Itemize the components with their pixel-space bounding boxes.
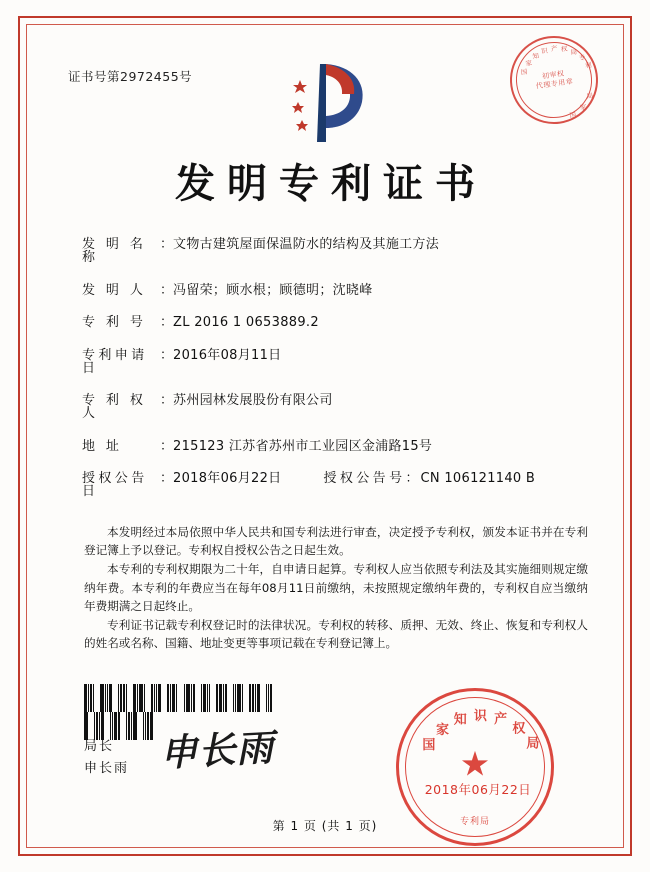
patent-office-emblem-icon: [286, 58, 372, 146]
field-value: 文物古建筑屋面保温防水的结构及其施工方法: [173, 237, 440, 252]
field-colon: ：: [160, 438, 174, 454]
field-value: 苏州园林发展股份有限公司: [173, 393, 333, 408]
field-value-announcement-no: CN 106121140 B: [420, 471, 536, 486]
field-value: 215123 江苏省苏州市工业园区金浦路15号: [173, 438, 433, 454]
field-colon: ：: [160, 237, 174, 252]
field-value: ZL 2016 1 0653889.2: [173, 315, 319, 330]
field-colon: ：: [405, 471, 419, 486]
field-inventors: [82, 284, 590, 297]
field-label: 专利申请日: [82, 347, 148, 376]
field-label: 专 利 号: [82, 315, 147, 330]
field-colon: ：: [160, 347, 174, 363]
legal-paragraph: 本专利的专利权期限为二十年，自申请日起算。专利权人应当依照专利法及其实施细则规定缴纳年费。本专利的年费应当在每年08月11日前缴纳，未按照规定缴纳年费的，专利权自应当缴纳年费期满之日起终止。: [84, 562, 588, 613]
page-footer: 第 1 页 (共 1 页): [272, 819, 378, 833]
official-round-seal: 国 家 知 识 产 权 局 ★ 专利局: [396, 688, 554, 846]
field-colon: ：: [160, 393, 174, 408]
field-colon: ：: [160, 471, 174, 486]
field-colon: ：: [160, 315, 174, 330]
director-role-label: 局长: [84, 739, 115, 754]
star-icon: ★: [459, 744, 491, 785]
field-value: 2018年06月22日: [173, 471, 282, 486]
director-name: 申长雨: [84, 761, 130, 776]
certificate-number: 证书号第2972455号: [68, 69, 193, 84]
field-value: 冯留荣；顾水根；顾德明；沈晓峰: [173, 282, 373, 298]
field-address: [82, 440, 590, 453]
seal-arc-text: 国 家 知 识 产 权 局 专 利 局 家 国: [520, 44, 594, 120]
field-label: 发 明 名 称: [82, 237, 147, 265]
legal-text-block: [84, 523, 588, 653]
signature-block: [84, 736, 129, 780]
field-label: 地 址: [82, 438, 123, 454]
field-label: 授权公告日: [82, 471, 148, 499]
field-value: 2016年08月11日: [173, 347, 282, 363]
page-title: 发明专利证书: [175, 160, 487, 207]
corner-ornament-top-left: [18, 16, 46, 44]
seal-date: 2018年06月22日: [424, 782, 532, 797]
field-application-date: [82, 349, 590, 375]
field-label: 发 明 人: [82, 282, 147, 298]
field-colon: ：: [160, 282, 174, 298]
field-patent-number: [82, 316, 590, 329]
agency-seal-stamp: [504, 30, 603, 129]
director-handwritten-signature: 申长雨: [159, 725, 276, 775]
field-label: 专 利 权 人: [82, 393, 147, 421]
field-patentee: [82, 394, 590, 420]
legal-paragraph: 专利证书记载专利权登记时的法律状况。专利权的转移、质押、无效、终止、恢复和专利权人的姓名或名称、国籍、地址变更等事项记载在专利登记簿上。: [84, 618, 588, 651]
field-announcement: [82, 472, 590, 498]
field-invention-name: [82, 238, 590, 264]
seal-bottom-text: 专利局: [459, 817, 490, 827]
field-label-announcement-no: 授权公告号: [323, 471, 406, 486]
seal-center-text: 初审权 代理专用章: [535, 69, 574, 91]
barcode: [84, 684, 276, 712]
legal-paragraph: 本发明经过本局依照中华人民共和国专利法进行审查，决定授予专利权，颁发本证书并在专利登记簿上予以登记。专利权自授权公告之日起生效。: [84, 525, 588, 558]
corner-ornament-top-right: [604, 16, 632, 44]
certificate-fields: [82, 238, 590, 518]
